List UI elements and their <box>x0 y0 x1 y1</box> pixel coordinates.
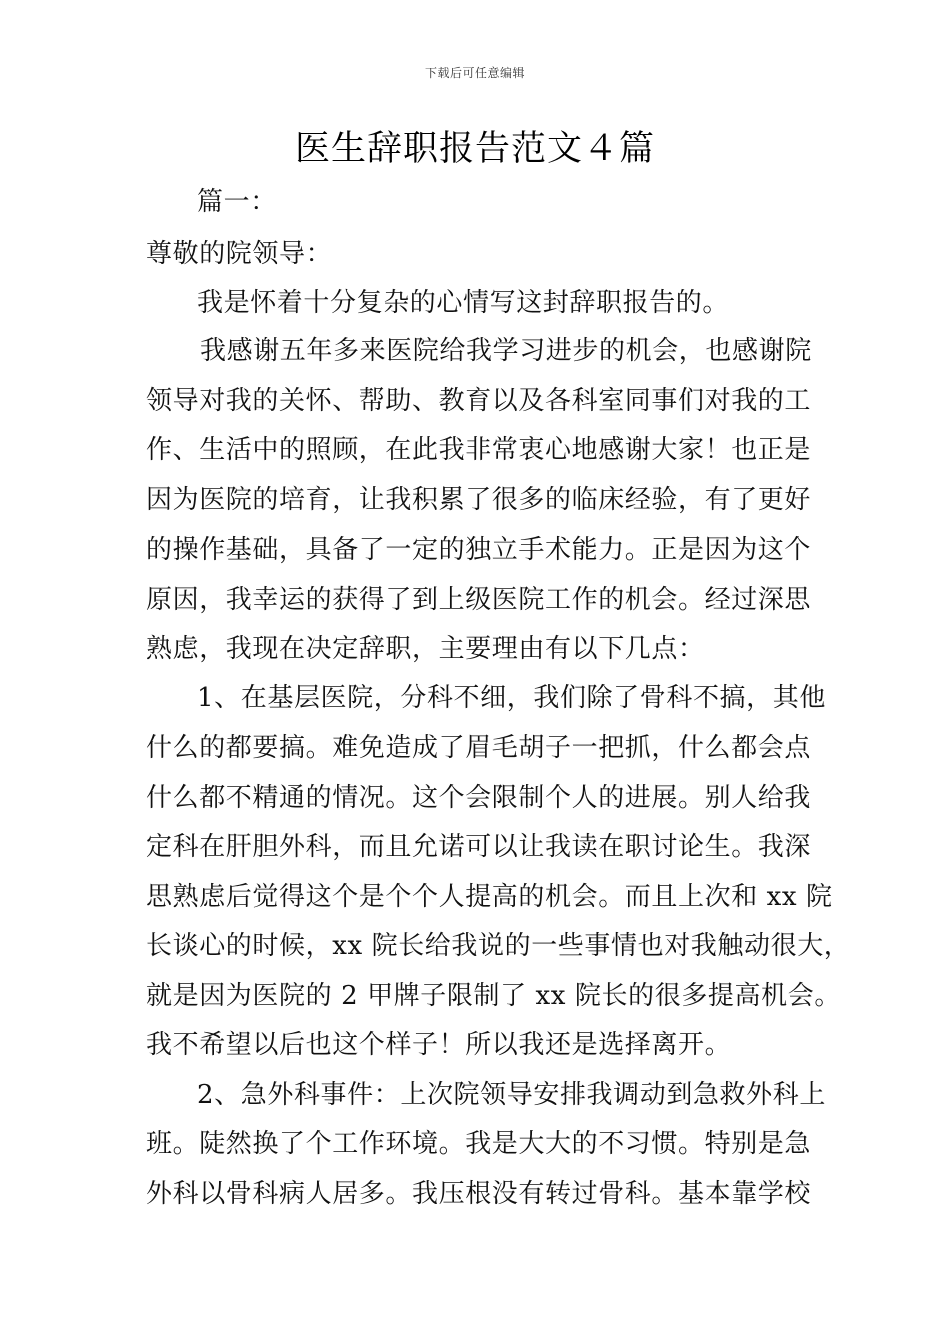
paragraph-line: 就是因为医院的 2 甲牌子限制了 xx 院长的很多提高机会。 <box>146 981 841 1011</box>
paragraph-line: 班。陡然换了个工作环境。我是大大的不习惯。特别是急 <box>146 1129 812 1159</box>
paragraph-line: 熟虑，我现在决定辞职，主要理由有以下几点： <box>146 634 705 664</box>
paragraph-line: 因为医院的培育，让我积累了很多的临床经验，有了更好 <box>146 485 812 515</box>
paragraph-line: 我不希望以后也这个样子！所以我还是选择离开。 <box>146 1030 732 1060</box>
paragraph-line: 什么都不精通的情况。这个会限制个人的进展。别人给我 <box>146 783 812 813</box>
paragraph-line: 我感谢五年多来医院给我学习进步的机会，也感谢院 <box>200 336 812 366</box>
paragraph-line: 什么的都要搞。难免造成了眉毛胡子一把抓，什么都会点 <box>146 733 812 763</box>
paragraph-line: 我是怀着十分复杂的心情写这封辞职报告的。 <box>197 288 730 318</box>
paragraph-line: 作、生活中的照顾，在此我非常衷心地感谢大家！也正是 <box>146 435 812 465</box>
paragraph-line: 思熟虑后觉得这个是个个人提高的机会。而且上次和 xx 院 <box>146 882 833 912</box>
paragraph-line: 2、急外科事件：上次院领导安排我调动到急救外科上 <box>197 1080 826 1110</box>
section-heading: 篇一： <box>197 187 277 217</box>
paragraph-line: 的操作基础，具备了一定的独立手术能力。正是因为这个 <box>146 535 812 565</box>
paragraph-line: 外科以骨科病人居多。我压根没有转过骨科。基本靠学校 <box>146 1179 812 1209</box>
salutation: 尊敬的院领导： <box>146 239 333 269</box>
paragraph-line: 领导对我的关怀、帮助、教育以及各科室同事们对我的工 <box>146 386 812 416</box>
paragraph-line: 原因，我幸运的获得了到上级医院工作的机会。经过深思 <box>146 585 812 615</box>
paragraph-line: 1、在基层医院，分科不细，我们除了骨科不搞，其他 <box>197 683 826 713</box>
paragraph-line: 定科在肝胆外科，而且允诺可以让我读在职讨论生。我深 <box>146 832 812 862</box>
paragraph-line: 长谈心的时候，xx 院长给我说的一些事情也对我触动很大， <box>146 931 851 961</box>
header-note: 下载后可任意编辑 <box>424 66 525 80</box>
document-title: 医生辞职报告范文４篇 <box>294 129 655 169</box>
